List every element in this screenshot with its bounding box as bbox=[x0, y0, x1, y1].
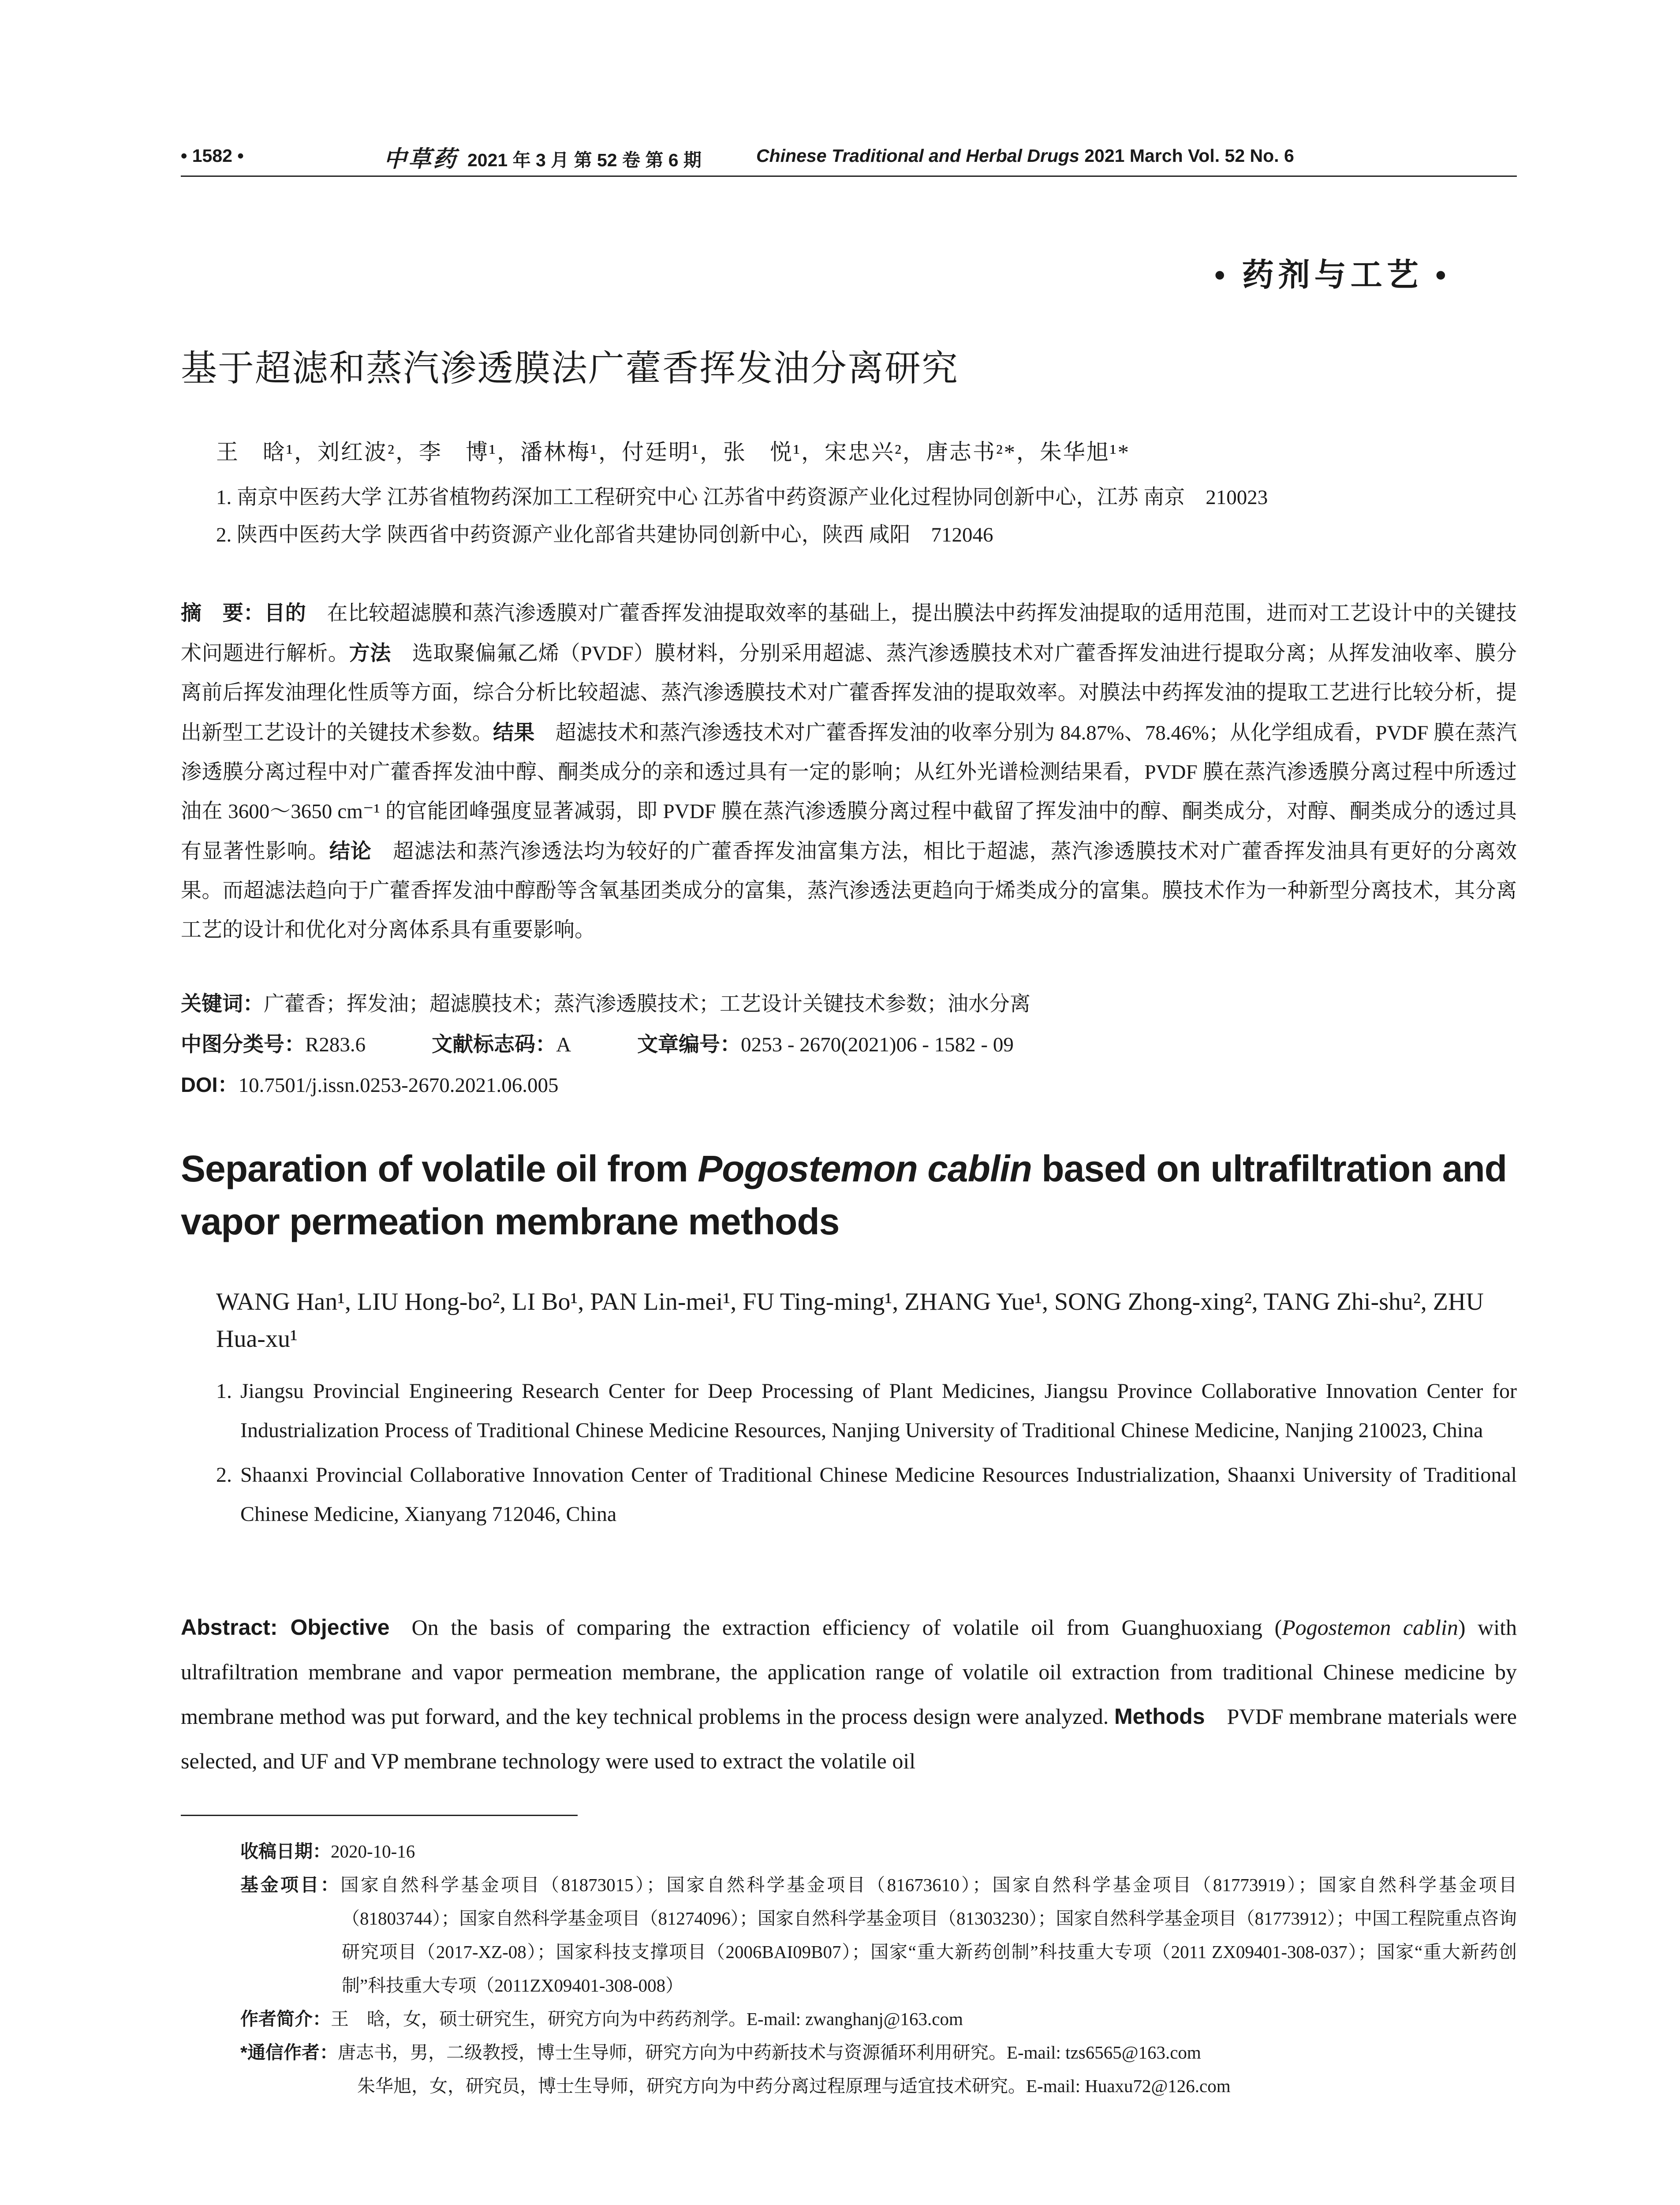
affiliations-en bbox=[216, 1372, 1517, 1534]
conclusion-label-cn: 结论 bbox=[329, 839, 372, 863]
classification-row bbox=[181, 1024, 1030, 1065]
author-bio bbox=[240, 2002, 1517, 2036]
fund-label: 基金项目： bbox=[240, 1875, 341, 1895]
corresponding-value-2: 朱华旭，女，研究员，博士生导师，研究方向为中药分离过程原理与适宜技术研究。E-mail: Huaxu72@126.com bbox=[357, 2076, 1231, 2096]
doi-label: DOI： bbox=[181, 1073, 239, 1096]
affiliation-en-2 bbox=[216, 1455, 1517, 1534]
methods-label-cn: 方法 bbox=[349, 641, 392, 665]
corresponding-author-2 bbox=[240, 2069, 1517, 2103]
author-bio-label: 作者简介： bbox=[240, 2009, 331, 2029]
issue-cn: 2021 年 3 月 第 52 卷 第 6 期 bbox=[467, 150, 702, 170]
journal-logo: 中草药 bbox=[384, 147, 458, 172]
objective-en-a: On the basis of comparing the extraction efficiency of volatile oil from Guanghuoxiang ( bbox=[411, 1615, 1282, 1640]
received-label: 收稿日期： bbox=[240, 1841, 331, 1861]
footnote-rule bbox=[181, 1815, 578, 1816]
abstract-en-label: Abstract: Objective bbox=[181, 1615, 390, 1640]
results-cn: 超滤技术和蒸汽渗透技术对广藿香挥发油的收率分别为 84.87%、78.46%；从化学组成看，PVDF 膜在蒸汽渗透膜分离过程中对广藿香挥发油中醇、酮类成分的亲和透过具有一定的影响；从红外光谱检测结果看，PVDF 膜在蒸汽渗透膜分离过程中所透过油在 3600～3650 cm⁻¹ 的官能团峰强度显著减弱，即 PVDF 膜在蒸汽渗透膜分离过程中截留了挥发油中的醇、酮类成分，对醇、酮类成分的透过具有显著性影响。 bbox=[181, 721, 1517, 863]
affiliation-en-1-text: Jiangsu Provincial Engineering Research Center for Deep Processing of Plant Medicines, Jiangsu Province Collaborative Innovation Center for Industrialization Process of Traditional Chinese Medicine Resources, Nanjing University of Traditional Chinese Medicine, Nanjing 210023, China bbox=[240, 1379, 1517, 1442]
fund-info bbox=[240, 1868, 1517, 2002]
affiliation-en-2-text: Shaanxi Provincial Collaborative Innovation Center of Traditional Chinese Medicine Resources Industrialization, Shaanxi University of Traditional Chinese Medicine, Xianyang 712046, China bbox=[240, 1463, 1517, 1526]
section-label: • 药剂与工艺 • bbox=[1214, 258, 1451, 293]
authors-en: WANG Han¹, LIU Hong-bo², LI Bo¹, PAN Lin-mei¹, FU Ting-ming¹, ZHANG Yue¹, SONG Zhong-xing², TANG Zhi-shu², ZHU Hua-xu¹ bbox=[216, 1288, 1484, 1353]
header-rule bbox=[181, 176, 1517, 177]
author-bio-value: 王 晗，女，硕士研究生，研究方向为中药药剂学。E-mail: zwanghanj@163.com bbox=[331, 2009, 963, 2029]
title-en bbox=[181, 1142, 1517, 1248]
affiliation-en-1-num: 1. bbox=[216, 1379, 232, 1403]
corresponding-author-1 bbox=[240, 2036, 1517, 2069]
article-meta bbox=[181, 983, 1030, 1105]
results-label-cn: 结果 bbox=[493, 721, 535, 744]
doi-row bbox=[181, 1065, 1030, 1105]
conclusion-cn: 超滤法和蒸汽渗透法均为较好的广藿香挥发油富集方法，相比于超滤，蒸汽渗透膜技术对广藿香挥发油具有更好的分离效果。而超滤法趋向于广藿香挥发油中醇酚等含氧基团类成分的富集，蒸汽渗透法更趋向于烯类成分的富集。膜技术作为一种新型分离技术，其分离工艺的设计和优化对分离体系具有重要影响。 bbox=[181, 840, 1517, 942]
methods-en: PVDF membrane materials were selected, and UF and VP membrane technology were used to extract the volatile oil bbox=[181, 1704, 1517, 1773]
article-number-label: 文章编号： bbox=[637, 1032, 741, 1056]
abstract-en bbox=[181, 1605, 1517, 1783]
article-number-value: 0253 - 2670(2021)06 - 1582 - 09 bbox=[741, 1033, 1014, 1056]
journal-name-en: Chinese Traditional and Herbal Drugs bbox=[756, 146, 1079, 166]
received-date bbox=[240, 1835, 1517, 1868]
clc-value: R283.6 bbox=[305, 1033, 366, 1056]
page-number: • 1582 • bbox=[181, 146, 244, 166]
methods-label-en: Methods bbox=[1114, 1704, 1205, 1729]
title-cn: 基于超滤和蒸汽渗透膜法广藿香挥发油分离研究 bbox=[181, 348, 959, 389]
doc-code-label: 文献标志码： bbox=[432, 1032, 556, 1056]
corresponding-label: *通信作者： bbox=[240, 2042, 338, 2063]
issue-en bbox=[756, 146, 1294, 166]
title-en-part2: based on ultrafiltration and vapor permeation membrane methods bbox=[181, 1148, 1507, 1242]
affiliation-cn-1: 1. 南京中医药大学 江苏省植物药深加工工程研究中心 江苏省中药资源产业化过程协同创新中心，江苏 南京 210023 bbox=[216, 486, 1268, 509]
received-value: 2020-10-16 bbox=[331, 1841, 415, 1861]
clc-label: 中图分类号： bbox=[181, 1032, 305, 1056]
keywords-row bbox=[181, 983, 1030, 1024]
footnotes bbox=[240, 1835, 1517, 2103]
abstract-cn-label: 摘 要： bbox=[181, 601, 265, 624]
affiliation-cn-2: 2. 陕西中医药大学 陕西省中药资源产业化部省共建协同创新中心，陕西 咸阳 712046 bbox=[216, 523, 993, 546]
doc-code-value: A bbox=[556, 1033, 571, 1056]
methods-cn: 选取聚偏氟乙烯（PVDF）膜材料，分别采用超滤、蒸汽渗透膜技术对广藿香挥发油进行提取分离；从挥发油收率、膜分离前后挥发油理化性质等方面，综合分析比较超滤、蒸汽渗透膜技术对广藿香挥发油的提取效率。对膜法中药挥发油的提取工艺进行比较分析，提出新型工艺设计的关键技术参数。 bbox=[181, 642, 1517, 744]
fund-value: 国家自然科学基金项目（81873015）；国家自然科学基金项目（81673610）；国家自然科学基金项目（81773919）；国家自然科学基金项目（81803744）；国家自然科学基金项目（81274096）；国家自然科学基金项目（81303230）；国家自然科学基金项目（81773912）；中国工程院重点咨询研究项目（2017-XZ-08）；国家科技支撑项目（2006BAI09B07）；国家“重大新药创制”科技重大专项（2011 ZX09401-308-037）；国家“重大新药创制”科技重大专项（2011ZX09401-308-008） bbox=[340, 1875, 1517, 1996]
doi-value: 10.7501/j.issn.0253-2670.2021.06.005 bbox=[238, 1074, 559, 1097]
title-en-part1: Separation of volatile oil from bbox=[181, 1148, 698, 1189]
objective-en-b: ) with ultrafiltration membrane and vapor permeation membrane, the application range of volatile oil extraction from traditional Chinese medicine by membrane method was put forward, and the key technical problems in the process design were analyzed. bbox=[181, 1615, 1517, 1729]
affiliation-en-1 bbox=[216, 1372, 1517, 1450]
abstract-cn bbox=[181, 593, 1517, 950]
affiliation-en-2-num: 2. bbox=[216, 1463, 232, 1487]
objective-en-species: Pogostemon cablin bbox=[1282, 1615, 1458, 1640]
objective-cn: 在比较超滤膜和蒸汽渗透膜对广藿香挥发油提取效率的基础上，提出膜法中药挥发油提取的适用范围，进而对工艺设计中的关键技术问题进行解析。 bbox=[181, 602, 1517, 665]
authors-cn: 王 晗¹，刘红波²，李 博¹，潘林梅¹，付廷明¹，张 悦¹，宋忠兴²，唐志书²*，朱华旭¹* bbox=[216, 440, 1130, 464]
issue-en-text: 2021 March Vol. 52 No. 6 bbox=[1084, 146, 1294, 166]
keywords: 广藿香；挥发油；超滤膜技术；蒸汽渗透膜技术；工艺设计关键技术参数；油水分离 bbox=[264, 993, 1030, 1016]
keywords-label: 关键词： bbox=[181, 992, 264, 1015]
objective-label-cn: 目的 bbox=[264, 601, 306, 624]
corresponding-value-1: 唐志书，男，二级教授，博士生导师，研究方向为中药新技术与资源循环利用研究。E-mail: tzs6565@163.com bbox=[337, 2042, 1201, 2063]
title-en-species: Pogostemon cablin bbox=[698, 1148, 1032, 1189]
